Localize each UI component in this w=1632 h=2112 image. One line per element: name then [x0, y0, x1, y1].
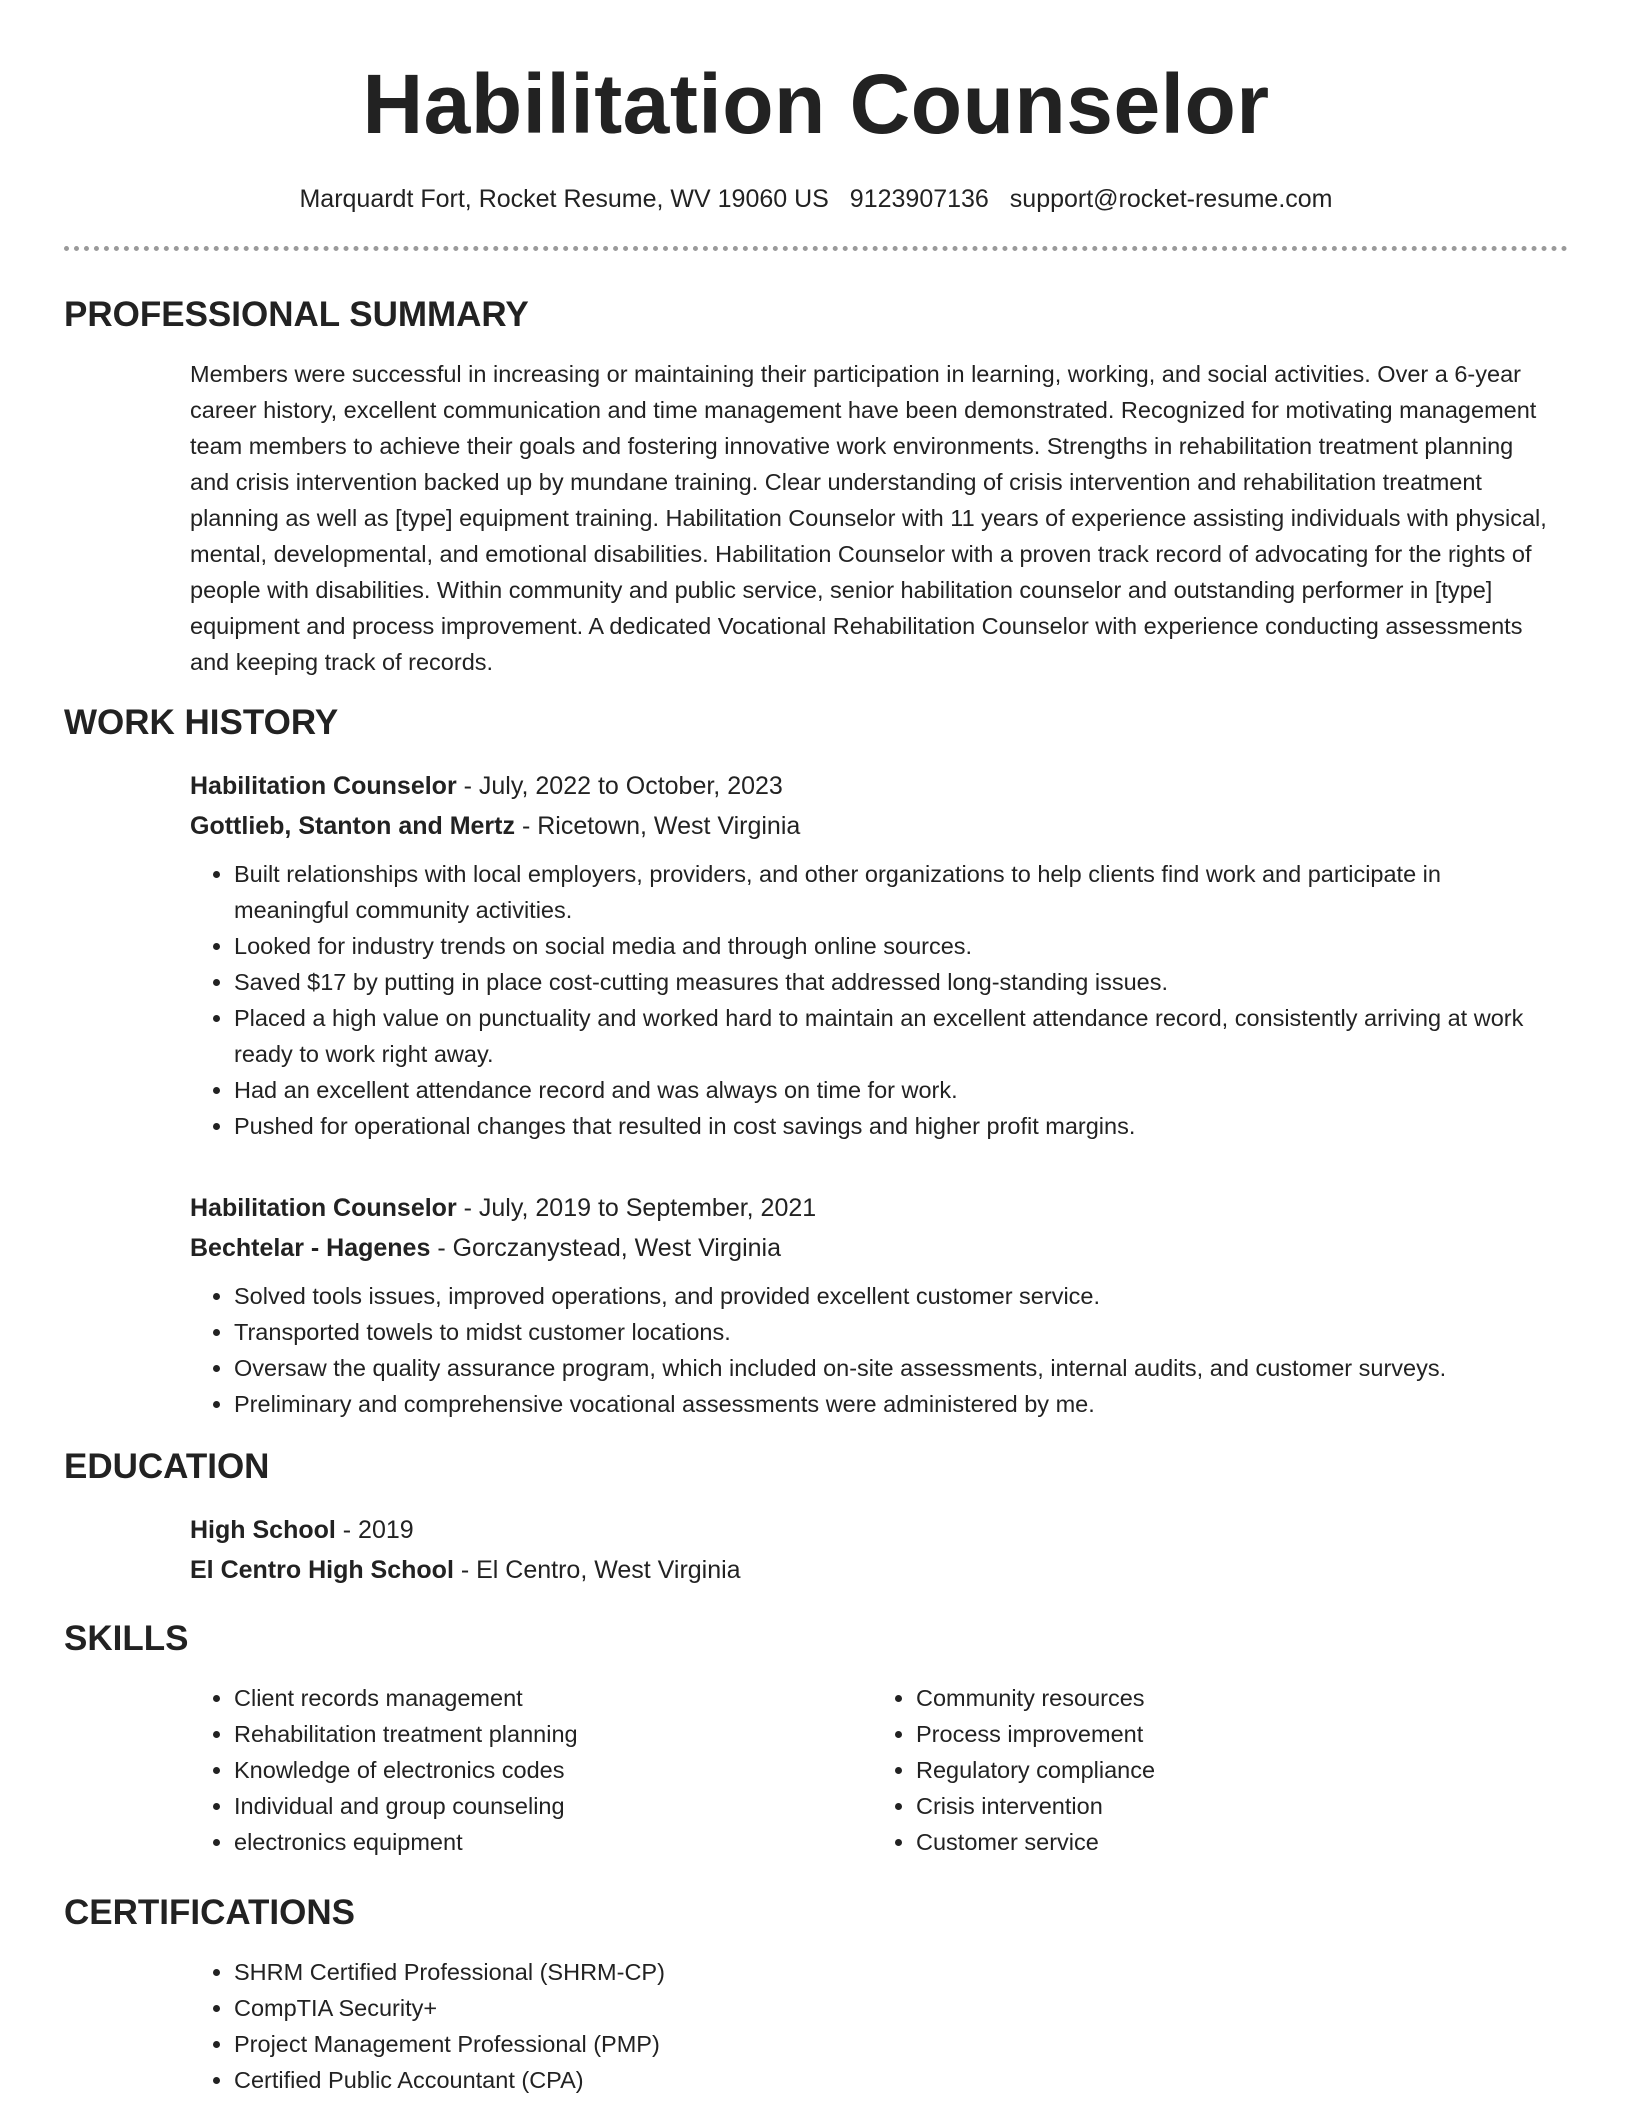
- job-bullets: [190, 1278, 1554, 1422]
- list-item: • Placed a high value on punctuality and worked hard to maintain an excellent attendance record, consistently arriving at work ready to work right away.: [234, 1000, 1554, 1072]
- list-item: • Saved $17 by putting in place cost-cutting measures that addressed long-standing issues.: [234, 964, 1554, 1000]
- job-company: Gottlieb, Stanton and Mertz: [190, 812, 515, 840]
- education-school-line: [190, 1550, 1554, 1590]
- job-company-line: [190, 806, 1554, 846]
- list-item: • Client records management: [234, 1680, 872, 1716]
- list-item: • Community resources: [916, 1680, 1554, 1716]
- header-divider: [64, 246, 1568, 251]
- skills-grid: [190, 1680, 1554, 1860]
- list-item: • Had an excellent attendance record and was always on time for work.: [234, 1072, 1554, 1108]
- job-company: Bechtelar - Hagenes: [190, 1234, 431, 1262]
- job-role: Habilitation Counselor: [190, 1194, 457, 1222]
- section-title-education: EDUCATION: [64, 1447, 270, 1486]
- certifications-bullets: [190, 1954, 1554, 2098]
- education-year: - 2019: [335, 1516, 414, 1544]
- job-location: - Gorczanystead, West Virginia: [430, 1234, 781, 1262]
- job-bullets: [190, 856, 1554, 1144]
- resume-page: [64, 0, 1568, 2098]
- section-title-summary: PROFESSIONAL SUMMARY: [64, 295, 529, 334]
- list-item: • Solved tools issues, improved operations, and provided excellent customer service.: [234, 1278, 1554, 1314]
- list-item: • Project Management Professional (PMP): [234, 2026, 1554, 2062]
- job-title-line: [190, 766, 1554, 806]
- section-title-work-history: WORK HISTORY: [64, 703, 339, 742]
- list-item: • SHRM Certified Professional (SHRM-CP): [234, 1954, 1554, 1990]
- certifications-list: [190, 1954, 1554, 2098]
- list-item: • Knowledge of electronics codes: [234, 1752, 872, 1788]
- job-role: Habilitation Counselor: [190, 772, 457, 800]
- list-item: • Pushed for operational changes that resulted in cost savings and higher profit margins.: [234, 1108, 1554, 1144]
- list-item: • Process improvement: [916, 1716, 1554, 1752]
- job-title-line: [190, 1188, 1554, 1228]
- contact-address: Marquardt Fort, Rocket Resume, WV 19060 US: [299, 185, 829, 213]
- education-school: El Centro High School: [190, 1556, 454, 1584]
- list-item: • Oversaw the quality assurance program, which included on-site assessments, internal audits, and customer surveys.: [234, 1350, 1554, 1386]
- education-degree-line: [190, 1510, 1554, 1550]
- list-item: • Preliminary and comprehensive vocational assessments were administered by me.: [234, 1386, 1554, 1422]
- job-dates: - July, 2022 to October, 2023: [456, 772, 783, 800]
- education-entry: [190, 1510, 1554, 1590]
- list-item: • electronics equipment: [234, 1824, 872, 1860]
- list-item: • Looked for industry trends on social media and through online sources.: [234, 928, 1554, 964]
- skills-column-right: [872, 1680, 1554, 1860]
- list-item: • CompTIA Security+: [234, 1990, 1554, 2026]
- contact-line: [64, 184, 1568, 214]
- job-entry: [190, 1188, 1554, 1422]
- section-title-certifications: CERTIFICATIONS: [64, 1893, 356, 1932]
- summary-text: Members were successful in increasing or maintaining their participation in learning, working, and social activities. Over a 6-year career history, excellent communication and time management have been demonstrated. Recognized for motivating management team members to achieve their goals and fostering innovative work environments. Strengths in rehabilitation treatment planning and crisis intervention backed up by mundane training. Clear understanding of crisis intervention and rehabilitation treatment planning as well as [type] equipment training. Habilitation Counselor with 11 years of experience assisting individuals with physical, mental, developmental, and emotional disabilities. Habilitation Counselor with a proven track record of advocating for the rights of people with disabilities. Within community and public service, senior habilitation counselor and outstanding performer in [type] equipment and process improvement. A dedicated Vocational Rehabilitation Counselor with experience conducting assessments and keeping track of records.: [190, 361, 1547, 675]
- page-title: Habilitation Counselor: [362, 57, 1270, 151]
- skills-column-left: [190, 1680, 872, 1860]
- list-item: • Regulatory compliance: [916, 1752, 1554, 1788]
- job-dates: - July, 2019 to September, 2021: [456, 1194, 817, 1222]
- list-item: • Customer service: [916, 1824, 1554, 1860]
- section-title-skills: SKILLS: [64, 1619, 189, 1658]
- list-item: • Built relationships with local employers, providers, and other organizations to help clients find work and participate in meaningful community activities.: [234, 856, 1554, 928]
- list-item: • Rehabilitation treatment planning: [234, 1716, 872, 1752]
- list-item: • Transported towels to midst customer locations.: [234, 1314, 1554, 1350]
- job-company-line: [190, 1228, 1554, 1268]
- contact-email: support@rocket-resume.com: [1009, 185, 1333, 213]
- education-location: - El Centro, West Virginia: [453, 1556, 741, 1584]
- contact-phone: 9123907136: [849, 185, 989, 213]
- job-location: - Ricetown, West Virginia: [515, 812, 801, 840]
- list-item: • Certified Public Accountant (CPA): [234, 2062, 1554, 2098]
- list-item: • Individual and group counseling: [234, 1788, 872, 1824]
- list-item: • Crisis intervention: [916, 1788, 1554, 1824]
- education-degree: High School: [190, 1516, 336, 1544]
- job-entry: [190, 766, 1554, 1144]
